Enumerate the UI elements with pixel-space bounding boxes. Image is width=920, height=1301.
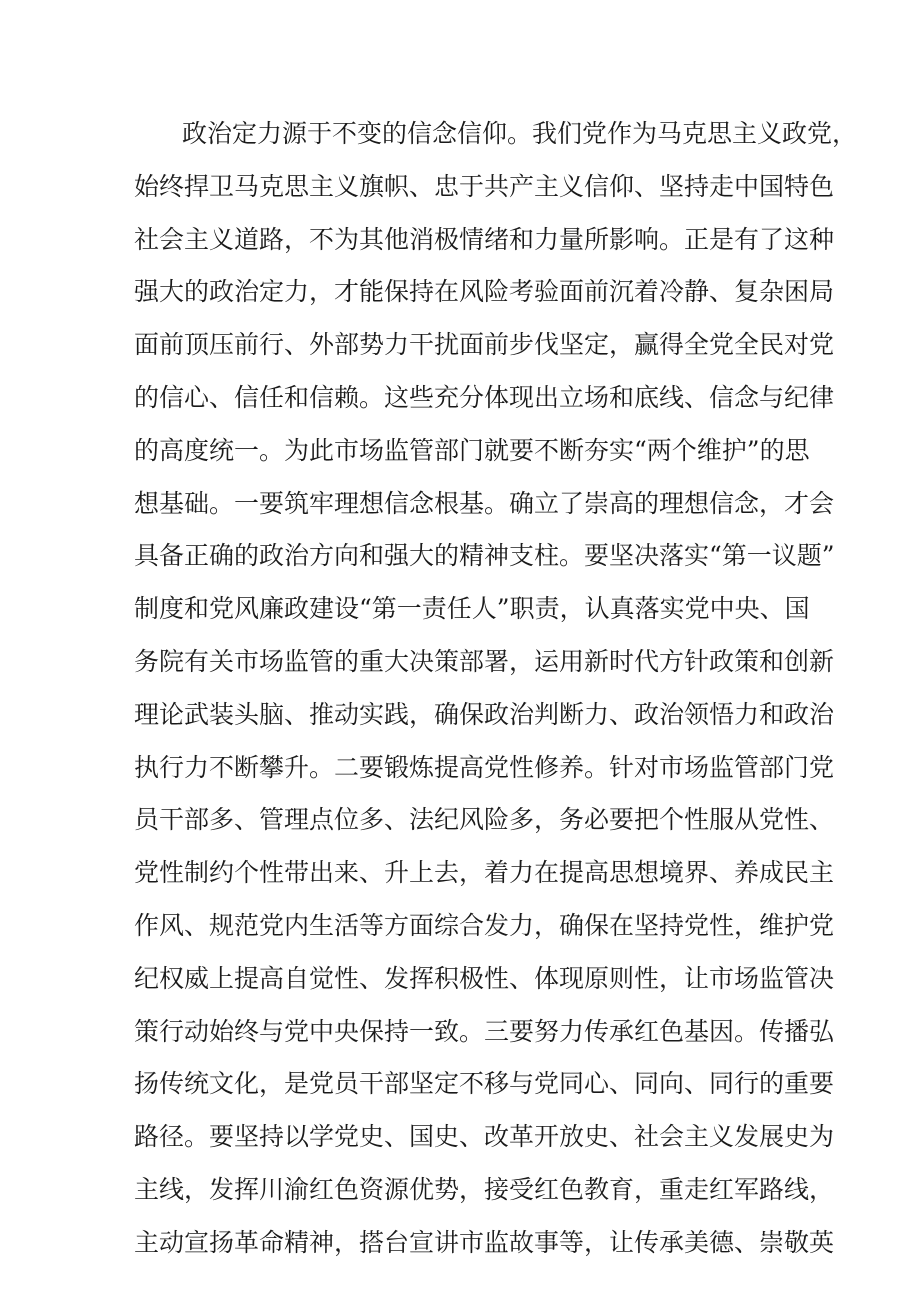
paragraph-line: 执行力不断攀升。二要锻炼提高党性修养。针对市场监管部门党 (134, 752, 835, 782)
paragraph-line: 理论武装头脑、推动实践，确保政治判断力、政治领悟力和政治 (134, 699, 835, 729)
paragraph-line: 的信心、信任和信赖。这些充分体现出立场和底线、信念与纪律 (134, 382, 835, 412)
paragraph-line: 党性制约个性带出来、升上去，着力在提高思想境界、养成民主 (134, 858, 835, 888)
paragraph-line: 强大的政治定力，才能保持在风险考验面前沉着冷静、复杂困局 (134, 277, 835, 307)
paragraph-line: 务院有关市场监管的重大决策部署，运用新时代方针政策和创新 (134, 646, 835, 676)
paragraph-line: 社会主义道路，不为其他消极情绪和力量所影响。正是有了这种 (134, 224, 835, 254)
paragraph-line: 主线，发挥川渝红色资源优势，接受红色教育，重走红军路线， (134, 1174, 835, 1204)
paragraph-line: 政治定力源于不变的信念信仰。我们党作为马克思主义政党， (182, 119, 858, 148)
paragraph-line: 员干部多、管理点位多、法纪风险多，务必要把个性服从党性、 (134, 805, 835, 835)
paragraph-line: 扬传统文化，是党员干部坚定不移与党同心、同向、同行的重要 (134, 1069, 835, 1099)
paragraph-line: 面前顶压前行、外部势力干扰面前步伐坚定，赢得全党全民对党 (134, 330, 835, 360)
paragraph-line: 路径。要坚持以学党史、国史、改革开放史、社会主义发展史为 (134, 1122, 835, 1152)
paragraph-line: 作风、规范党内生活等方面综合发力，确保在坚持党性，维护党 (134, 910, 835, 940)
paragraph-line: 主动宣扬革命精神，搭台宣讲市监故事等，让传承美德、崇敬英 (134, 1227, 835, 1257)
body-paragraph (134, 108, 858, 1270)
paragraph-line: 纪权威上提高自觉性、发挥积极性、体现原则性，让市场监管决 (134, 963, 835, 993)
paragraph-line: 策行动始终与党中央保持一致。三要努力传承红色基因。传播弘 (134, 1016, 835, 1046)
paragraph-line: 具备正确的政治方向和强大的精神支柱。要坚决落实“第一议题” (134, 541, 835, 571)
paragraph-line: 想基础。一要筑牢理想信念根基。确立了崇高的理想信念，才会 (134, 488, 835, 518)
paragraph-line: 制度和党风廉政建设“第一责任人”职责，认真落实党中央、国 (134, 594, 810, 624)
paragraph-line: 的高度统一。为此市场监管部门就要不断夯实“两个维护”的思 (134, 435, 810, 465)
paragraph-line: 始终捍卫马克思主义旗帜、忠于共产主义信仰、坚持走中国特色 (134, 171, 835, 201)
